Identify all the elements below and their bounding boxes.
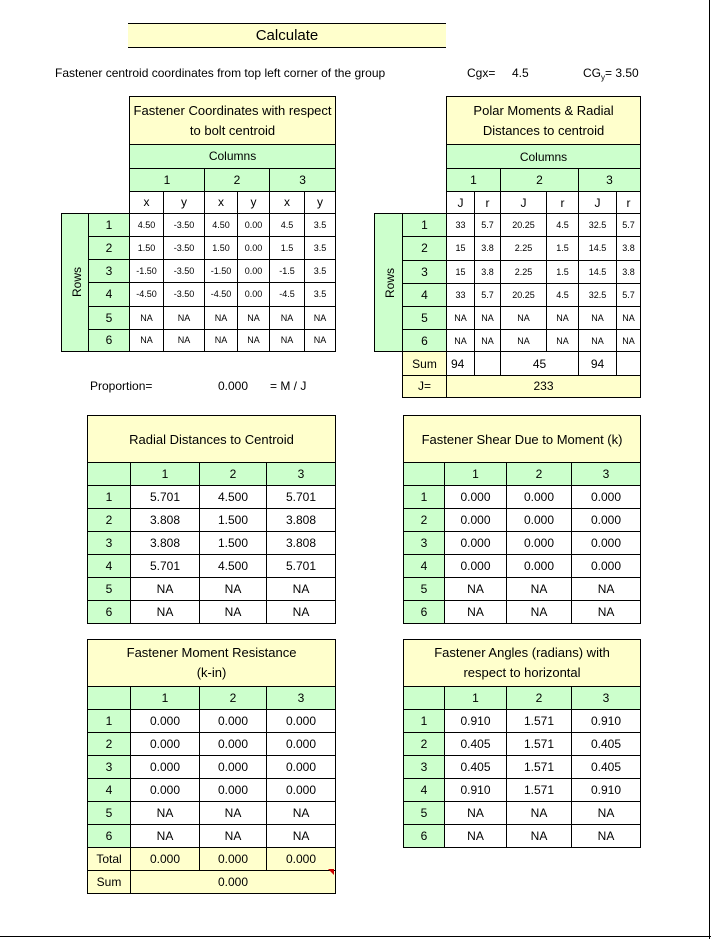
coords-cell[interactable]: -4.50 bbox=[205, 283, 238, 306]
angles-cell[interactable]: 0.910 bbox=[572, 779, 641, 802]
radial-cell[interactable]: 1.500 bbox=[200, 532, 267, 555]
radial-cell[interactable]: NA bbox=[200, 601, 267, 624]
coords-cell[interactable]: NA bbox=[238, 306, 270, 329]
polar-title: Polar Moments & Radial Distances to centroid bbox=[447, 97, 641, 145]
moment-cell[interactable]: NA bbox=[131, 825, 200, 848]
shear-cell[interactable]: 0.000 bbox=[507, 486, 572, 509]
moment-resistance-table bbox=[87, 639, 336, 894]
coords-cell[interactable]: 0.00 bbox=[238, 237, 270, 260]
polar-sub-header: J bbox=[579, 191, 617, 213]
moment-sum-label: Sum bbox=[88, 871, 131, 894]
polar-cell[interactable]: NA bbox=[547, 307, 579, 330]
radial-cell[interactable]: 1.500 bbox=[200, 509, 267, 532]
moment-cell[interactable]: NA bbox=[131, 802, 200, 825]
polar-cell[interactable]: NA bbox=[501, 307, 547, 330]
polar-col-header: 3 bbox=[579, 168, 641, 191]
angles-col-header: 3 bbox=[572, 687, 641, 710]
moment-cell[interactable]: 0.000 bbox=[267, 733, 336, 756]
polar-sub-header: r bbox=[475, 191, 501, 213]
polar-row-header: 1 bbox=[403, 214, 447, 237]
moment-cell[interactable]: 0.000 bbox=[200, 733, 267, 756]
moment-total-label: Total bbox=[88, 848, 131, 871]
polar-cell[interactable]: 14.5 bbox=[579, 237, 617, 260]
polar-cell[interactable]: 33 bbox=[447, 214, 475, 237]
angles-cell[interactable]: NA bbox=[507, 802, 572, 825]
radial-cell[interactable]: NA bbox=[200, 578, 267, 601]
coords-cell[interactable]: 0.00 bbox=[238, 260, 270, 283]
polar-cell[interactable]: 20.25 bbox=[501, 283, 547, 306]
angles-title-line2: respect to horizontal bbox=[463, 665, 581, 680]
moment-cell[interactable]: 0.000 bbox=[200, 710, 267, 733]
angles-row-header: 1 bbox=[404, 710, 445, 733]
angles-row-header: 6 bbox=[404, 825, 445, 848]
polar-sum-label: Sum bbox=[403, 352, 447, 375]
coords-row-header: 4 bbox=[89, 283, 130, 306]
moment-col-header: 3 bbox=[267, 687, 336, 710]
coords-cell[interactable]: -1.50 bbox=[205, 260, 238, 283]
angles-cell[interactable]: 0.910 bbox=[572, 710, 641, 733]
radial-cell[interactable]: 5.701 bbox=[131, 555, 200, 578]
coords-cell[interactable]: 4.50 bbox=[130, 213, 164, 236]
coords-col-header: 3 bbox=[270, 168, 336, 191]
polar-cell[interactable]: 3.8 bbox=[475, 260, 501, 283]
polar-sub-header: r bbox=[617, 191, 641, 213]
polar-cell[interactable]: 20.25 bbox=[501, 214, 547, 237]
polar-sub-header: r bbox=[547, 191, 579, 213]
coords-row-header: 2 bbox=[89, 237, 130, 260]
moment-row-header: 6 bbox=[88, 825, 131, 848]
polar-cell[interactable]: NA bbox=[475, 307, 501, 330]
radial-distances-table bbox=[87, 415, 336, 624]
angles-cell[interactable]: NA bbox=[445, 802, 507, 825]
angles-col-header: 2 bbox=[507, 687, 572, 710]
coords-cell[interactable]: 1.50 bbox=[205, 237, 238, 260]
polar-cell[interactable]: 32.5 bbox=[579, 283, 617, 306]
shear-cell[interactable]: 0.000 bbox=[445, 532, 507, 555]
shear-cell[interactable]: NA bbox=[572, 578, 641, 601]
moment-cell[interactable]: 0.000 bbox=[200, 779, 267, 802]
polar-cell[interactable]: 4.5 bbox=[547, 283, 579, 306]
moment-cell[interactable]: NA bbox=[267, 825, 336, 848]
polar-rows-label: Rows bbox=[375, 214, 403, 352]
angles-cell[interactable]: NA bbox=[572, 802, 641, 825]
angles-cell[interactable]: NA bbox=[445, 825, 507, 848]
radial-cell[interactable]: 4.500 bbox=[200, 486, 267, 509]
cgx-label: Cgx= bbox=[467, 66, 496, 80]
cgy-value: 3.50 bbox=[615, 66, 639, 80]
coords-cell[interactable]: NA bbox=[305, 329, 336, 351]
shear-cell[interactable]: 0.000 bbox=[445, 509, 507, 532]
fastener-coordinates-table bbox=[61, 96, 336, 352]
coords-cell[interactable]: 3.5 bbox=[305, 237, 336, 260]
angles-cell[interactable]: NA bbox=[572, 825, 641, 848]
moment-cell[interactable]: 0.000 bbox=[200, 756, 267, 779]
polar-cell[interactable]: 2.25 bbox=[501, 260, 547, 283]
cgx-value: 4.5 bbox=[512, 66, 529, 80]
shear-row-header: 1 bbox=[404, 486, 445, 509]
polar-col-header: 2 bbox=[501, 168, 579, 191]
moment-row-header: 1 bbox=[88, 710, 131, 733]
angles-cell[interactable]: 0.405 bbox=[572, 733, 641, 756]
shear-cell[interactable]: NA bbox=[572, 601, 641, 624]
radial-row-header: 3 bbox=[88, 532, 131, 555]
fastener-shear-table bbox=[403, 415, 641, 624]
shear-row-header: 5 bbox=[404, 578, 445, 601]
moment-cell[interactable]: 0.000 bbox=[131, 756, 200, 779]
polar-sum-empty bbox=[475, 352, 501, 375]
moment-cell[interactable]: NA bbox=[200, 825, 267, 848]
radial-cell[interactable]: NA bbox=[267, 578, 336, 601]
polar-sub-header: J bbox=[501, 191, 547, 213]
coords-cell[interactable]: NA bbox=[305, 306, 336, 329]
shear-cell[interactable]: 0.000 bbox=[507, 532, 572, 555]
shear-cell[interactable]: NA bbox=[507, 578, 572, 601]
polar-row-header: 6 bbox=[403, 330, 447, 352]
coords-cell[interactable]: 3.5 bbox=[305, 283, 336, 306]
shear-row-header: 3 bbox=[404, 532, 445, 555]
polar-cell[interactable]: 3.8 bbox=[617, 237, 641, 260]
coords-sub-header: x bbox=[205, 191, 238, 213]
moment-sum-value[interactable]: 0.000 bbox=[131, 871, 336, 894]
coords-title: Fastener Coordinates with respect to bolt centroid bbox=[130, 97, 336, 145]
coords-cell[interactable]: NA bbox=[205, 306, 238, 329]
polar-sum-3[interactable]: 94 bbox=[579, 352, 617, 375]
radial-row-header: 2 bbox=[88, 509, 131, 532]
radial-cell[interactable]: 4.500 bbox=[200, 555, 267, 578]
polar-cell[interactable]: NA bbox=[579, 330, 617, 352]
shear-cell[interactable]: NA bbox=[507, 601, 572, 624]
proportion-value[interactable]: 0.000 bbox=[218, 379, 249, 393]
coords-cell[interactable]: 3.5 bbox=[305, 213, 336, 236]
moment-row-header: 3 bbox=[88, 756, 131, 779]
moment-cell[interactable]: 0.000 bbox=[131, 779, 200, 802]
coords-cell[interactable]: NA bbox=[164, 306, 205, 329]
angles-cell[interactable]: NA bbox=[507, 825, 572, 848]
polar-sum-empty bbox=[617, 352, 641, 375]
shear-cell[interactable]: 0.000 bbox=[572, 486, 641, 509]
polar-cell[interactable]: 3.8 bbox=[617, 260, 641, 283]
polar-cell[interactable]: 1.5 bbox=[547, 260, 579, 283]
polar-sub-header: J bbox=[447, 191, 475, 213]
coords-cell[interactable]: -4.5 bbox=[270, 283, 305, 306]
window-frame-bottom bbox=[0, 936, 711, 937]
moment-cell[interactable]: 0.000 bbox=[267, 710, 336, 733]
moment-total-cell[interactable]: 0.000 bbox=[267, 848, 336, 871]
coords-cell[interactable]: 0.00 bbox=[238, 283, 270, 306]
cgy-label: CG bbox=[583, 66, 601, 80]
cgy-subscript: y bbox=[601, 73, 605, 82]
moment-col-header: 2 bbox=[200, 687, 267, 710]
shear-row-header: 2 bbox=[404, 509, 445, 532]
radial-cell[interactable]: NA bbox=[267, 601, 336, 624]
polar-row-header: 4 bbox=[403, 283, 447, 306]
coords-cell[interactable]: -3.50 bbox=[164, 213, 205, 236]
comment-indicator-icon bbox=[328, 869, 334, 875]
radial-row-header: 5 bbox=[88, 578, 131, 601]
coords-cell[interactable]: -1.50 bbox=[130, 260, 164, 283]
polar-columns-label: Columns bbox=[447, 145, 641, 168]
polar-cell[interactable]: 3.8 bbox=[475, 237, 501, 260]
coords-row-header: 5 bbox=[89, 306, 130, 329]
polar-cell[interactable]: 14.5 bbox=[579, 260, 617, 283]
angles-cell[interactable]: 0.405 bbox=[445, 756, 507, 779]
coords-cell[interactable]: -3.50 bbox=[164, 260, 205, 283]
coords-cell[interactable]: NA bbox=[270, 306, 305, 329]
coords-col-header: 1 bbox=[130, 168, 205, 191]
angles-title bbox=[404, 640, 641, 687]
coords-cell[interactable]: -3.50 bbox=[164, 283, 205, 306]
polar-j-value[interactable]: 233 bbox=[447, 375, 641, 397]
coords-cell[interactable]: NA bbox=[130, 329, 164, 351]
coords-cell[interactable]: NA bbox=[130, 306, 164, 329]
radial-col-header: 2 bbox=[200, 463, 267, 486]
cgy-readout bbox=[583, 66, 639, 82]
polar-cell[interactable]: 15 bbox=[447, 237, 475, 260]
radial-cell[interactable]: NA bbox=[131, 578, 200, 601]
radial-cell[interactable]: 3.808 bbox=[131, 532, 200, 555]
fastener-angles-table bbox=[403, 639, 641, 848]
moment-total-cell[interactable]: 0.000 bbox=[200, 848, 267, 871]
angles-row-header: 5 bbox=[404, 802, 445, 825]
radial-col-header: 1 bbox=[131, 463, 200, 486]
centroid-description: Fastener centroid coordinates from top left corner of the group bbox=[55, 66, 386, 80]
moment-cell[interactable]: 0.000 bbox=[267, 779, 336, 802]
coords-cell[interactable]: 4.5 bbox=[270, 213, 305, 236]
angles-cell[interactable]: 0.910 bbox=[445, 710, 507, 733]
coords-cell[interactable]: 4.50 bbox=[205, 213, 238, 236]
radial-row-header: 6 bbox=[88, 601, 131, 624]
moment-row-header: 2 bbox=[88, 733, 131, 756]
polar-cell[interactable]: 5.7 bbox=[475, 283, 501, 306]
coords-cell[interactable]: 1.5 bbox=[270, 237, 305, 260]
radial-cell[interactable]: 5.701 bbox=[267, 555, 336, 578]
polar-cell[interactable]: 5.7 bbox=[617, 214, 641, 237]
radial-row-header: 1 bbox=[88, 486, 131, 509]
shear-row-header: 4 bbox=[404, 555, 445, 578]
moment-cell[interactable]: 0.000 bbox=[131, 733, 200, 756]
angles-cell[interactable]: 1.571 bbox=[507, 710, 572, 733]
shear-cell[interactable]: 0.000 bbox=[507, 555, 572, 578]
polar-cell[interactable]: 2.25 bbox=[501, 237, 547, 260]
radial-cell[interactable]: 3.808 bbox=[267, 532, 336, 555]
polar-cell[interactable]: 5.7 bbox=[617, 283, 641, 306]
moment-title-line2: (k-in) bbox=[196, 665, 227, 680]
coords-cell[interactable]: 1.50 bbox=[130, 237, 164, 260]
polar-cell[interactable]: 5.7 bbox=[475, 214, 501, 237]
shear-row-header: 6 bbox=[404, 601, 445, 624]
angles-cell[interactable]: 0.405 bbox=[445, 733, 507, 756]
angles-cell[interactable]: 1.571 bbox=[507, 733, 572, 756]
shear-col-header: 3 bbox=[572, 463, 641, 486]
polar-cell[interactable]: 1.5 bbox=[547, 237, 579, 260]
radial-cell[interactable]: 5.701 bbox=[131, 486, 200, 509]
shear-cell[interactable]: 0.000 bbox=[572, 532, 641, 555]
polar-cell[interactable]: NA bbox=[617, 330, 641, 352]
polar-cell[interactable]: NA bbox=[547, 330, 579, 352]
polar-cell[interactable]: NA bbox=[447, 330, 475, 352]
coords-cell[interactable]: -1.5 bbox=[270, 260, 305, 283]
moment-cell[interactable]: NA bbox=[200, 802, 267, 825]
radial-row-header: 4 bbox=[88, 555, 131, 578]
moment-title-line1: Fastener Moment Resistance bbox=[126, 645, 297, 660]
shear-cell[interactable]: NA bbox=[445, 601, 507, 624]
coords-row-header: 6 bbox=[89, 329, 130, 351]
coords-row-header: 3 bbox=[89, 260, 130, 283]
shear-cell[interactable]: 0.000 bbox=[445, 555, 507, 578]
moment-cell[interactable]: 0.000 bbox=[131, 710, 200, 733]
coords-cell[interactable]: 3.5 bbox=[305, 260, 336, 283]
coords-columns-label: Columns bbox=[130, 145, 336, 168]
shear-cell[interactable]: 0.000 bbox=[572, 555, 641, 578]
radial-cell[interactable]: NA bbox=[131, 601, 200, 624]
angles-col-header: 1 bbox=[445, 687, 507, 710]
moment-row-header: 4 bbox=[88, 779, 131, 802]
radial-cell[interactable]: 5.701 bbox=[267, 486, 336, 509]
proportion-formula: = M / J bbox=[270, 379, 307, 393]
coords-cell[interactable]: 0.00 bbox=[238, 213, 270, 236]
coords-sub-header: y bbox=[305, 191, 336, 213]
shear-cell[interactable]: 0.000 bbox=[507, 509, 572, 532]
angles-row-header: 2 bbox=[404, 733, 445, 756]
polar-sum-1[interactable]: 94 bbox=[447, 352, 475, 375]
coords-rows-label: Rows bbox=[62, 213, 89, 351]
coords-sub-header: y bbox=[164, 191, 205, 213]
polar-row-header: 3 bbox=[403, 260, 447, 283]
polar-moments-table bbox=[374, 96, 641, 398]
coords-cell[interactable]: -3.50 bbox=[164, 237, 205, 260]
coords-col-header: 2 bbox=[205, 168, 270, 191]
polar-col-header: 1 bbox=[447, 168, 501, 191]
calculate-button[interactable]: Calculate bbox=[128, 23, 446, 48]
moment-col-header: 1 bbox=[131, 687, 200, 710]
polar-row-header: 5 bbox=[403, 307, 447, 330]
window-frame-right bbox=[709, 0, 710, 939]
polar-cell[interactable]: 4.5 bbox=[547, 214, 579, 237]
coords-sub-header: y bbox=[238, 191, 270, 213]
coords-sub-header: x bbox=[130, 191, 164, 213]
shear-cell[interactable]: 0.000 bbox=[572, 509, 641, 532]
angles-cell[interactable]: 1.571 bbox=[507, 756, 572, 779]
moment-total-cell[interactable]: 0.000 bbox=[131, 848, 200, 871]
coords-cell[interactable]: -4.50 bbox=[130, 283, 164, 306]
coords-cell[interactable]: NA bbox=[164, 329, 205, 351]
shear-col-header: 2 bbox=[507, 463, 572, 486]
polar-cell[interactable]: 32.5 bbox=[579, 214, 617, 237]
coords-cell[interactable]: NA bbox=[270, 329, 305, 351]
shear-cell[interactable]: 0.000 bbox=[445, 486, 507, 509]
polar-cell[interactable]: NA bbox=[617, 307, 641, 330]
angles-cell[interactable]: 0.405 bbox=[572, 756, 641, 779]
angles-cell[interactable]: 0.910 bbox=[445, 779, 507, 802]
radial-cell[interactable]: 3.808 bbox=[131, 509, 200, 532]
polar-cell[interactable]: NA bbox=[501, 330, 547, 352]
moment-cell[interactable]: 0.000 bbox=[267, 756, 336, 779]
polar-row-header: 2 bbox=[403, 237, 447, 260]
polar-j-label: J= bbox=[403, 375, 447, 397]
coords-row-header: 1 bbox=[89, 213, 130, 236]
polar-cell[interactable]: 15 bbox=[447, 260, 475, 283]
coords-cell[interactable]: NA bbox=[205, 329, 238, 351]
moment-row-header: 5 bbox=[88, 802, 131, 825]
shear-title: Fastener Shear Due to Moment (k) bbox=[404, 416, 641, 463]
shear-col-header: 1 bbox=[445, 463, 507, 486]
angles-cell[interactable]: 1.571 bbox=[507, 779, 572, 802]
angles-row-header: 3 bbox=[404, 756, 445, 779]
coords-cell[interactable]: NA bbox=[238, 329, 270, 351]
coords-sub-header: x bbox=[270, 191, 305, 213]
proportion-label: Proportion= bbox=[90, 379, 153, 393]
moment-cell[interactable]: NA bbox=[267, 802, 336, 825]
polar-sum-2[interactable]: 45 bbox=[501, 352, 579, 375]
angles-title-line1: Fastener Angles (radians) with bbox=[434, 645, 610, 660]
polar-cell[interactable]: NA bbox=[475, 330, 501, 352]
polar-cell[interactable]: NA bbox=[579, 307, 617, 330]
cgy-equals: = bbox=[605, 66, 613, 80]
radial-cell[interactable]: 3.808 bbox=[267, 509, 336, 532]
shear-cell[interactable]: NA bbox=[445, 578, 507, 601]
moment-title bbox=[88, 640, 336, 687]
polar-cell[interactable]: NA bbox=[447, 307, 475, 330]
radial-title: Radial Distances to Centroid bbox=[88, 416, 336, 463]
angles-row-header: 4 bbox=[404, 779, 445, 802]
radial-col-header: 3 bbox=[267, 463, 336, 486]
polar-cell[interactable]: 33 bbox=[447, 283, 475, 306]
